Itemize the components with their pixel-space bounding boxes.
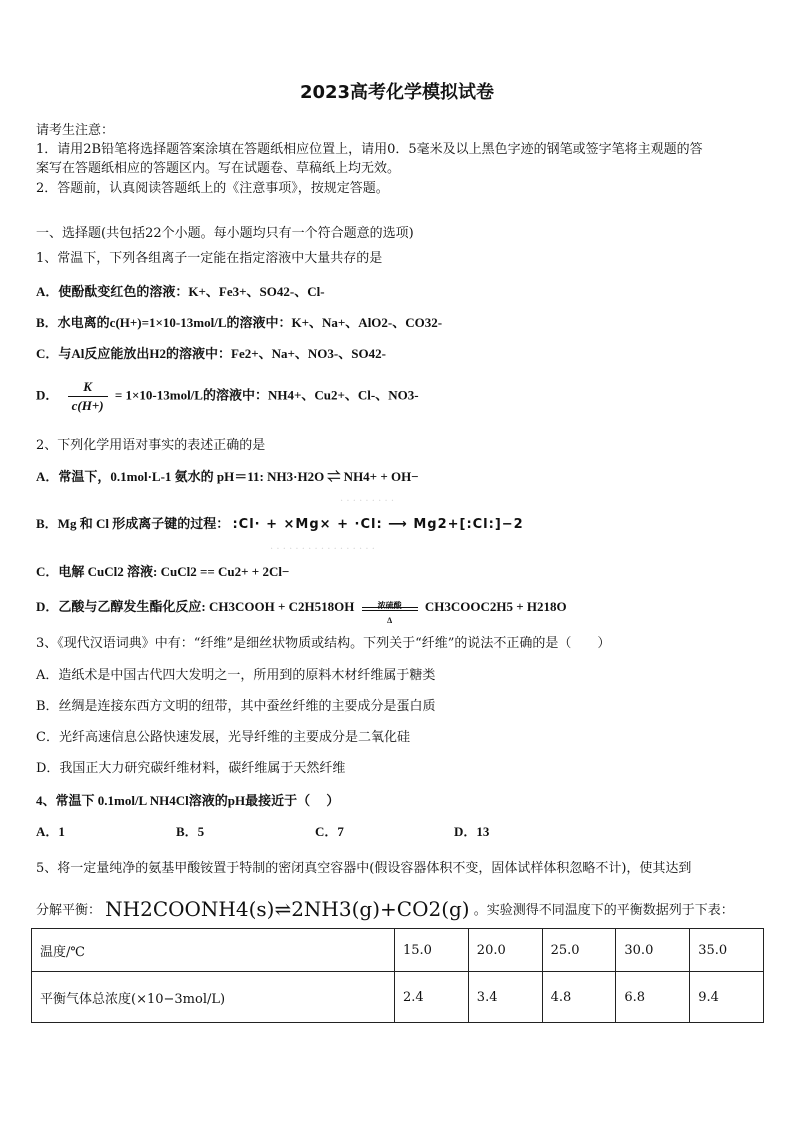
- temp-cell: 35.0: [690, 929, 764, 972]
- q2-d-right: CH3COOC2H5 + H218O: [424, 599, 567, 614]
- conc-cell: 6.8: [616, 972, 690, 1023]
- q4-option-b: B．5: [176, 824, 205, 839]
- page-title: 2023高考化学模拟试卷: [299, 82, 495, 103]
- conc-cell: 2.4: [395, 972, 469, 1023]
- q1-option-b: B．水电离的c(H+)=1×10-13mol/L的溶液中：K+、Na+、AlO2-、CO32-: [36, 315, 443, 330]
- notice-item-2: 2．答题前，认真阅读答题纸上的《注意事项》，按规定答题。: [36, 181, 389, 196]
- row-label-concentration: 平衡气体总浓度(×10−3mol/L): [32, 972, 395, 1023]
- q1-d-numerator: K: [83, 379, 92, 394]
- q2-b-lewis-formula: :Cl· + ×Mg× + ·Cl: ⟶ Mg2+[:Cl:]−2: [232, 517, 524, 532]
- q3-option-a: A．造纸术是中国古代四大发明之一，所用到的原料木材纤维属于糖类: [36, 668, 436, 683]
- conc-cell: 9.4: [690, 972, 764, 1023]
- q3-option-c: C．光纤高速信息公路快速发展，光导纤维的主要成分是二氧化硅: [36, 730, 410, 745]
- row-label-temperature: 温度/℃: [32, 929, 395, 972]
- q2-option-d: [36, 598, 567, 626]
- q3-option-d: D．我国正大力研究碳纤维材料，碳纤维属于天然纤维: [36, 761, 346, 776]
- q1-option-d: [36, 378, 419, 415]
- q2-stem: 2、下列化学用语对事实的表述正确的是: [36, 438, 266, 453]
- q5-stem: 5、将一定量纯净的氨基甲酸铵置于特制的密闭真空容器中(假设容器体积不变，固体试样体积忽略不计)，使其达到: [36, 861, 692, 876]
- reversible-arrow-icon: [362, 599, 418, 626]
- equilibrium-data-table: [31, 928, 764, 1023]
- q2-d-left: D．乙酸与乙醇发生酯化反应: CH3COOH + C2H518OH: [36, 599, 355, 614]
- q1-d-fraction: [68, 378, 108, 415]
- q3-option-b: B．丝绸是连接东西方文明的纽带，其中蚕丝纤维的主要成分是蛋白质: [36, 699, 436, 714]
- q5-suffix: 。实验测得不同温度下的平衡数据列于下表：: [473, 903, 734, 918]
- notice-heading: 请考生注意：: [36, 123, 115, 138]
- q5-line2: [36, 897, 734, 921]
- q3-stem: 3、《现代汉语词典》中有：“纤维”是细丝状物质或结构。下列关于“纤维”的说法不正确的是（ ）: [36, 636, 611, 651]
- q1-d-denominator: c(H+): [68, 396, 108, 415]
- q4-option-c: C．7: [315, 824, 344, 839]
- q1-option-a: A．使酚酞变红色的溶液：K+、Fe3+、SO42-、Cl-: [36, 284, 325, 299]
- table-row: [32, 972, 764, 1023]
- q1-d-label: D．: [36, 387, 59, 403]
- notice-item-1: 1．请用2B铅笔将选择题答案涂填在答题纸相应位置上，请用0．5毫米及以上黑色字迹的钢笔或签字笔将主观题的答: [36, 142, 703, 157]
- temp-cell: 25.0: [542, 929, 616, 972]
- conc-cell: 4.8: [542, 972, 616, 1023]
- faint-mark-2: · · · · · · · · · · · · · · · · ·: [270, 544, 375, 555]
- arrow-condition-top: 浓硫酸: [377, 601, 402, 611]
- temp-cell: 15.0: [395, 929, 469, 972]
- temp-cell: 20.0: [468, 929, 542, 972]
- q4-stem: 4、常温下 0.1mol/L NH4Cl溶液的pH最接近于（ ）: [36, 793, 340, 808]
- q2-option-b: [36, 515, 524, 534]
- q2-option-a: A．常温下，0.1mol·L-1 氨水的 pH＝11: NH3·H2O ⇌ NH4+ + OH−: [36, 469, 419, 484]
- faint-mark-1: · · · · · · · · ·: [340, 496, 395, 507]
- q5-equation: NH2COONH4(s)⇌2NH3(g)+CO2(g): [105, 897, 470, 921]
- section-heading: 一、选择题(共包括22个小题。每小题均只有一个符合题意的选项): [36, 226, 414, 241]
- q5-prefix: 分解平衡：: [36, 903, 102, 918]
- q1-d-rest: = 1×10-13mol/L的溶液中：NH4+、Cu2+、Cl-、NO3-: [114, 387, 419, 403]
- q1-option-c: C．与Al反应能放出H2的溶液中：Fe2+、Na+、NO3-、SO42-: [36, 346, 386, 361]
- table-row: [32, 929, 764, 972]
- q4-option-a: A．1: [36, 824, 65, 839]
- arrow-condition-bottom: Δ: [387, 616, 393, 626]
- temp-cell: 30.0: [616, 929, 690, 972]
- q4-option-d: D．13: [454, 824, 490, 839]
- q2-option-c: C．电解 CuCl2 溶液: CuCl2 == Cu2+ + 2Cl−: [36, 564, 290, 579]
- notice-item-1-cont: 案写在答题纸相应的答题区内。写在试题卷、草稿纸上均无效。: [36, 161, 401, 176]
- q2-b-label: B．Mg 和 Cl 形成离子键的过程：: [36, 516, 230, 531]
- q1-stem: 1、常温下，下列各组离子一定能在指定溶液中大量共存的是: [36, 251, 383, 266]
- conc-cell: 3.4: [468, 972, 542, 1023]
